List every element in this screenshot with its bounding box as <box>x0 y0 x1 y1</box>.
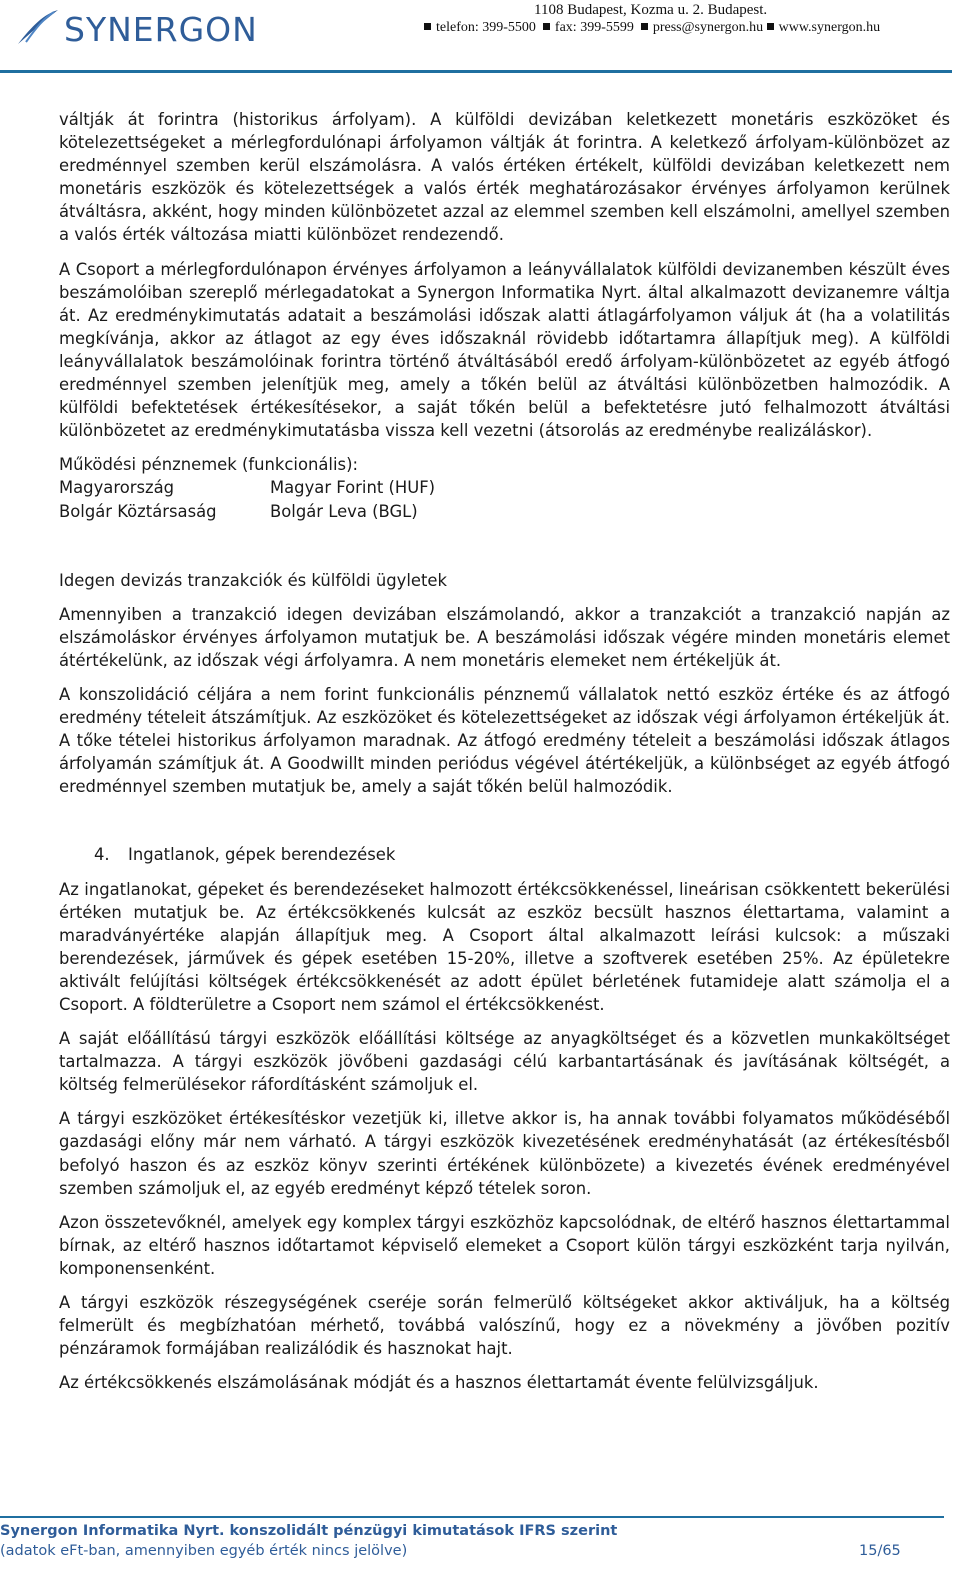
web-link[interactable]: www.synergon.hu <box>778 20 881 35</box>
footer-title: Synergon Informatika Nyrt. konszolidált pénzügyi kimutatások IFRS szerint <box>0 1523 618 1539</box>
paragraph: Azon összetevőknél, amelyek egy komplex tárgyi eszközhöz kapcsolódnak, de eltérő hasznos élettartammal bírnak, az eltérő hasznos időtartamot képviselő elemeket a Csoport külön tárgyi eszközként tarja nyilván, komponensenként. <box>59 1212 950 1278</box>
currency-row <box>59 476 950 499</box>
bullet-square-icon <box>767 23 774 30</box>
logo-text: SYNERGON <box>64 10 258 49</box>
bullet-square-icon <box>424 23 431 30</box>
contact-line <box>424 20 880 36</box>
document-body <box>59 108 950 1405</box>
header-divider <box>0 70 952 73</box>
paragraph: A saját előállítású tárgyi eszközök előállítási költsége az anyagköltséget és a közvetlen munkaköltséget tartalmazza. A tárgyi eszközök jövőbeni gazdasági célú karbantartásának és javításának költségét, a költség felmerülésekor ráfordításként számoljuk el. <box>59 1029 950 1095</box>
page-number: 15/65 <box>859 1543 901 1559</box>
company-address: 1108 Budapest, Kozma u. 2. Budapest. <box>534 2 768 18</box>
page-footer <box>0 1512 960 1574</box>
footer-divider <box>0 1516 944 1518</box>
country-name: Bolgár Köztársaság <box>59 501 217 521</box>
paragraph: A Csoport a mérlegfordulónapon érvényes árfolyamon a leányvállalatok külföldi devizanemben készült éves beszámolóiban szereplő mérlegadatokat a Synergon Informatika Nyrt. által alkalmazott devizanemre váltja át. Az eredménykimutatás adatait a beszámolási időszak alatti átlagárfolyamon váljuk át (ha a volatilitás megkívánja, akkor az átlagot az egy éves időszaknál rövidebb időtartamra állapítjuk meg). A külföldi leányvállalatok beszámolóinak forintra történő átváltásából eredő árfolyam-különbözetet az egyéb átfogó eredménnyel szemben jelenítjük meg, amely a tőkén belül az átváltási különbözetben halmozódik. A külföldi befektetések értékesítésekor, a saját tőkén belül a befektetésre jutó felhalmozott átváltási különbözetet az eredménykimutatásba vissza kell vezetni (átsorolás az eredménybe realizáláskor). <box>59 259 950 441</box>
bullet-square-icon <box>641 23 648 30</box>
paragraph: Amennyiben a tranzakció idegen devizában elszámolandó, akkor a tranzakciót a tranzakció napján az elszámoláskor érvényes árfolyamon mutatjuk be. A beszámolási időszak végére minden monetáris elemet átértékelünk, az időszak végi árfolyamra. A nem monetáris elemeket nem értékeljük át. <box>59 604 950 670</box>
country-name: Magyarország <box>59 478 175 498</box>
phone-text: telefon: 399-5500 <box>436 20 536 35</box>
functional-title: Működési pénznemek (funkcionális): <box>59 455 358 475</box>
paragraph: Az értékcsökkenés elszámolásának módját és a hasznos élettartamát évente felülvizsgáljuk. <box>59 1373 819 1393</box>
functional-currencies <box>59 453 950 522</box>
bullet-square-icon <box>543 23 550 30</box>
section-number: 4. <box>94 845 110 865</box>
fax-text: fax: 399-5599 <box>554 20 634 35</box>
email-link[interactable]: press@synergon.hu <box>652 20 764 35</box>
currency-row <box>59 500 950 523</box>
synergon-logo <box>14 8 258 49</box>
paragraph: A tárgyi eszközök részegységének cseréje során felmerülő költségeket akkor aktiváljuk, ha a költség felmerült és megbízhatóan mérhető, továbbá valószínű, hogy ez a növekmény a jövőben pozitív pénzáramok formájában realizálódik és hasznokat hajt. <box>59 1293 950 1359</box>
currency-name: Bolgár Leva (BGL) <box>270 501 418 521</box>
paragraph: Az ingatlanokat, gépeket és berendezéseket halmozott értékcsökkenéssel, lineárisan csökkentett bekerülési értéken mutatjuk be. Az értékcsökkenés kulcsát az eszköz becsült hasznos élettartama, valamint a maradványértéke alapján állapítjuk meg. A Csoport által alkalmazott leírási kulcsok: a műszaki berendezések, járművek és gépek esetében 15-20%, illetve a szoftverek esetében 25%. Az épületekre aktivált felújítási költségek értékcsökkenését az adott épület bérletének futamideje alatt számolja el a Csoport. A földterületre a Csoport nem számol el értékcsökkenést. <box>59 879 950 1014</box>
page-header <box>0 0 960 80</box>
footer-note: (adatok eFt-ban, amennyiben egyéb érték nincs jelölve) <box>0 1543 408 1559</box>
section-heading: Idegen devizás tranzakciók és külföldi ügyletek <box>59 570 447 590</box>
section-title: Ingatlanok, gépek berendezések <box>128 845 396 865</box>
paragraph: A tárgyi eszközöket értékesítéskor vezetjük ki, illetve akkor is, ha annak további folyamatos működéséből gazdasági előny már nem várható. A tárgyi eszközök kivezetésének eredményhatását (az értékesítésből befolyó haszon és az eszköz könyv szerinti értékének különbözete) a kivezetés évének eredményével szemben számoljuk el, az egyéb eredményt képző tételek soron. <box>59 1109 950 1198</box>
paragraph: A konszolidáció céljára a nem forint funkcionális pénznemű vállalatok nettó eszköz értéke és az átfogó eredmény tételeit átszámítjuk. Az eszközöket és kötelezettségeket az időszak végi árfolyamon értékeljük át. A tőke tételei historikus árfolyamon maradnak. Az átfogó eredmény tételeit a beszámolási időszak átlagos árfolyamán számítjuk át. A Goodwillt minden periódus végével átértékeljük, a különbséget az egyéb átfogó eredménnyel szemben mutatjuk be, amely a saját tőkén belül halmozódik. <box>59 684 950 797</box>
numbered-section-heading <box>94 843 950 866</box>
paragraph: váltják át forintra (historikus árfolyam). A külföldi devizában keletkezett monetáris eszközöket és kötelezettségeket a mérlegfordulónapi árfolyamon váltják át forintra. A keletkező árfolyam-különbözet az eredménnyel szemben kerül elszámolásra. A valós értéken értékelt, külföldi devizában keletkezett nem monetáris eszközök és kötelezettségek a valós érték meghatározásakor érvényes árfolyamon kerülnek átváltásra, akként, hogy minden különbözetet azzal az elemmel szemben kell elszámolni, amellyel szemben a valós érték változása miatti különbözet rendezendő. <box>59 110 950 245</box>
logo-swoosh-icon <box>14 8 60 48</box>
currency-name: Magyar Forint (HUF) <box>270 478 436 498</box>
